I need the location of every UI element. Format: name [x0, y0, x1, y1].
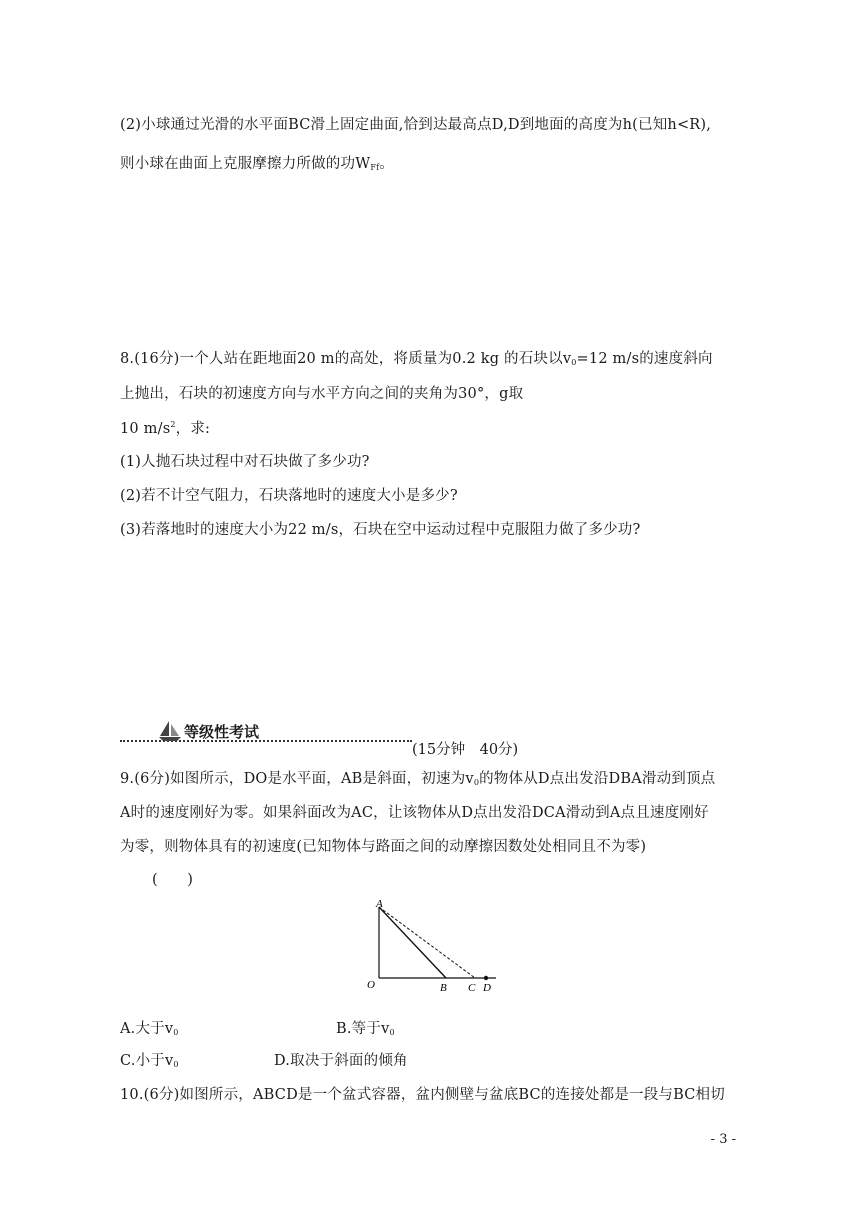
q7-part2-line2-text: 则小球在曲面上克服摩擦力所做的功W: [120, 156, 371, 172]
section-time: (15分钟 40分): [412, 742, 519, 758]
label-b: B: [440, 982, 447, 994]
slope-ab: [379, 907, 446, 978]
q8-line3-text: 10 m/s: [120, 421, 171, 437]
sailboat-icon: [158, 720, 182, 746]
incline-diagram: [362, 895, 502, 995]
q9-option-a-text: A.大于v: [120, 1021, 174, 1037]
q8-subquestion-3: (3)若落地时的速度大小为22 m/s，石块在空中运动过程中克服阻力做了多少功?: [120, 522, 641, 538]
q8-subquestion-1: (1)人抛石块过程中对石块做了多少功?: [120, 454, 370, 470]
q7-part2-line2: [120, 152, 394, 173]
q8-line1: [120, 347, 713, 368]
point-d-marker: [484, 976, 488, 980]
q9-line1-end: 的物体从D点出发沿DBA滑动到顶点: [479, 771, 716, 787]
q7-part2-line2-subscript: Ff: [370, 163, 380, 172]
label-d: D: [483, 982, 491, 994]
q9-line3: 为零，则物体具有的初速度(已知物体与路面之间的动摩擦因数处处相同且不为零): [120, 839, 647, 855]
q9-line1: [120, 767, 715, 788]
page-number: - 3 -: [710, 1132, 736, 1147]
q9-option-c-text: C.小于v: [120, 1053, 174, 1069]
q9-option-b: [336, 1017, 395, 1038]
q9-line1-text: 9.(6分)如图所示，DO是水平面，AB是斜面，初速为v: [120, 771, 474, 787]
q7-part2-line2-end: 。: [379, 156, 394, 172]
q8-line3-end: ，求:: [175, 421, 211, 437]
label-a: A: [376, 898, 383, 910]
q8-line3: [120, 417, 210, 438]
q9-line2: A时的速度刚好为零。如果斜面改为AC，让该物体从D点出发沿DCA滑动到A点且速度刚好: [120, 805, 709, 821]
q9-option-b-subscript: 0: [389, 1028, 395, 1037]
q7-part2-line1: (2)小球通过光滑的水平面BC滑上固定曲面,恰到达最高点D,D到地面的高度为h(已知h<R),: [120, 117, 712, 133]
incline-figure: [362, 895, 502, 999]
section-title: 等级性考试: [184, 723, 260, 741]
label-o: O: [367, 979, 375, 991]
q8-line1-end: =12 m/s的速度斜向: [576, 351, 713, 367]
q9-answer-blank: ( ): [152, 872, 194, 888]
q9-option-a: [120, 1017, 179, 1038]
q9-option-b-text: B.等于v: [336, 1021, 390, 1037]
q9-option-d: D.取决于斜面的倾角: [274, 1053, 408, 1069]
label-c: C: [468, 982, 476, 994]
q8-line1-text: 8.(16分)一个人站在距地面20 m的高处，将质量为0.2 kg 的石块以v: [120, 351, 572, 367]
q9-option-c-subscript: 0: [173, 1060, 179, 1069]
q9-line1-subscript: 0: [473, 778, 480, 787]
q8-line3-superscript: 2: [170, 420, 176, 429]
q8-line2: 上抛出，石块的初速度方向与水平方向之间的夹角为30°，g取: [120, 386, 524, 402]
q8-subquestion-2: (2)若不计空气阻力，石块落地时的速度大小是多少?: [120, 488, 458, 504]
q9-option-a-subscript: 0: [173, 1028, 179, 1037]
slope-ac: [379, 907, 475, 978]
q10-line1: 10.(6分)如图所示，ABCD是一个盆式容器，盆内侧壁与盆底BC的连接处都是一段与BC相切: [120, 1087, 725, 1103]
q8-line1-subscript: 0: [571, 358, 577, 367]
q9-option-c: [120, 1049, 179, 1070]
section-header: [120, 718, 740, 758]
